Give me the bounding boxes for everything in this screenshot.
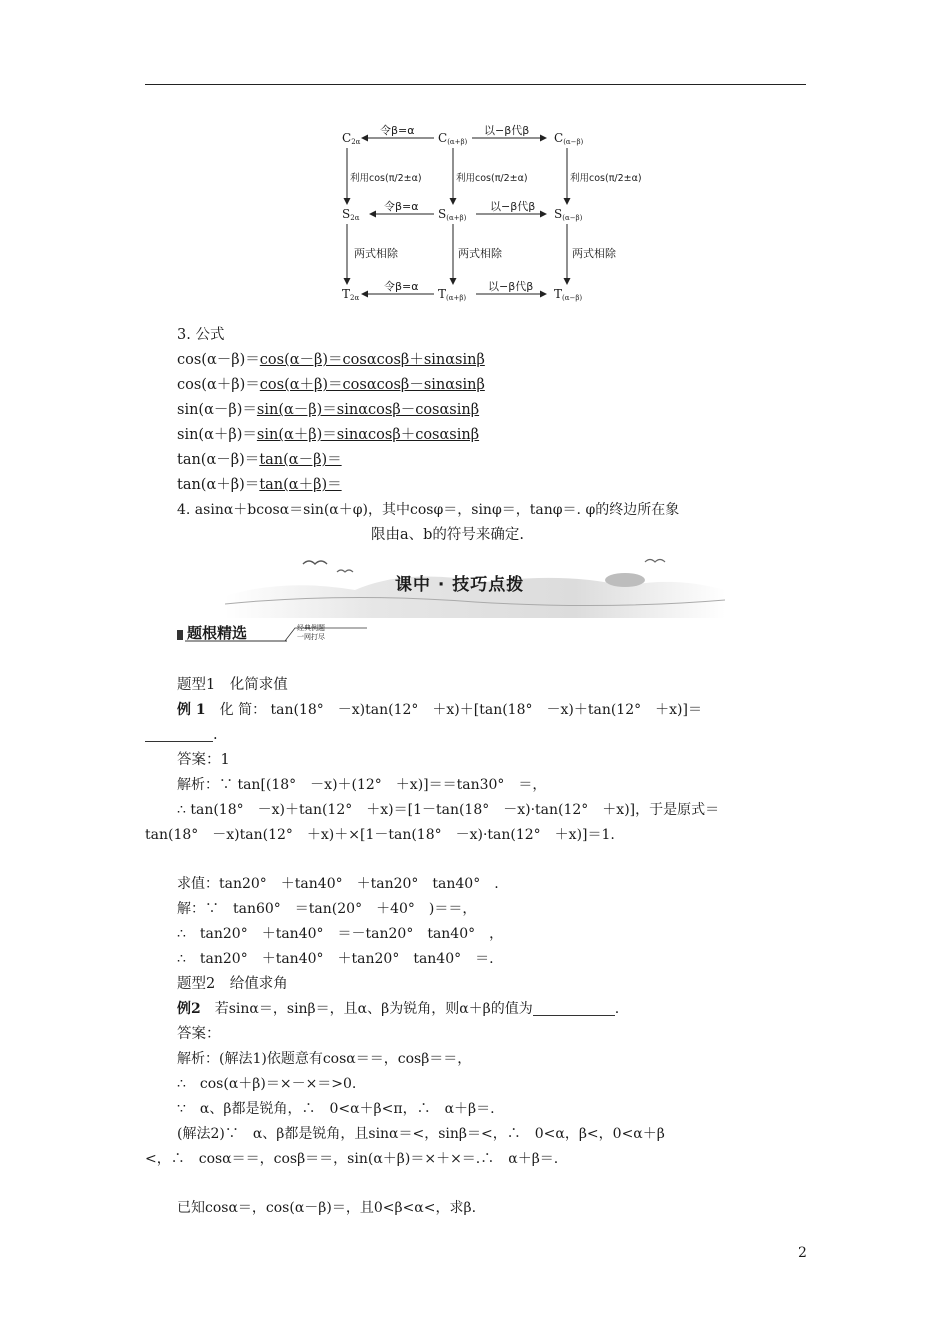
formula-line: sin(α－β)＝sin(α－β)＝sinαcosβ－cosαsinβ bbox=[177, 402, 480, 418]
question-2-step-3: ∴ tan20° ＋tan40° ＋tan20° tan40° ＝. bbox=[177, 951, 494, 967]
label-divide-3: 两式相除 bbox=[572, 247, 616, 260]
node-c-sum: $C_{(\alpha+\beta)}$ bbox=[438, 131, 468, 146]
section-4-line-1: 4. asinα＋bcosα＝sin(α＋φ)，其中cosφ＝，sinφ＝，tanφ＝. φ的终边所在象 bbox=[177, 502, 680, 518]
section-3-heading: 3. 公式 bbox=[177, 327, 225, 343]
node-s2a: $S_{2\alpha}$ bbox=[342, 207, 360, 222]
solution-1-line-3: tan(18° －x)tan(12° ＋x)＋×[1－tan(18° －x)·tan(12° ＋x)]＝1. bbox=[145, 827, 615, 843]
label-replace-beta-1: 以−β代β bbox=[484, 124, 530, 137]
solution-2-line-4: (解法2)∵ α、β都是锐角，且sinα＝<，sinβ＝<，∴ 0<α，β<，0<α＋β bbox=[177, 1126, 665, 1142]
label-replace-beta-2: 以−β代β bbox=[490, 200, 536, 213]
formula-line: cos(α＋β)＝cos(α＋β)＝cosαcosβ－sinαsinβ bbox=[177, 377, 485, 393]
answer-2: 答案： bbox=[177, 1026, 221, 1042]
type-1-heading: 题型1 化简求值 bbox=[177, 677, 288, 693]
solution-1-line-2: ∴ tan(18° －x)＋tan(12° ＋x)＝[1－tan(18° －x)·tan(12° ＋x)]，于是原式＝ bbox=[177, 802, 720, 818]
node-t-sum: $T_{(\alpha+\beta)}$ bbox=[438, 287, 467, 302]
tag-subtitle: 经典例题 一网打尽 bbox=[297, 624, 325, 641]
solution-2-line-3: ∵ α、β都是锐角，∴ 0<α＋β<π，∴ α＋β＝. bbox=[177, 1101, 495, 1117]
formula-line: cos(α－β)＝cos(α－β)＝cosαcosβ＋sinαsinβ bbox=[177, 352, 485, 368]
solution-1-line-1: 解析：∵ tan[(18° －x)＋(12° ＋x)]＝＝tan30° ＝， bbox=[177, 777, 547, 793]
node-c2a: $C_{2\alpha}$ bbox=[342, 131, 361, 146]
question-3: 已知cosα＝，cos(α－β)＝，且0<β<α<，求β. bbox=[177, 1200, 477, 1216]
label-replace-beta-3: 以−β代β bbox=[488, 280, 534, 293]
label-let-beta-alpha-2: 令β=α bbox=[384, 200, 419, 213]
section-banner bbox=[225, 556, 725, 618]
label-divide-2: 两式相除 bbox=[458, 247, 502, 260]
section-4-line-2: 限由a、b的符号来确定. bbox=[371, 527, 525, 543]
formula-line: tan(α－β)＝tan(α－β)＝ bbox=[177, 452, 342, 468]
example-1-blank: . bbox=[145, 723, 218, 748]
node-t-diff: $T_{(\alpha-\beta)}$ bbox=[554, 287, 583, 302]
label-use-cos-3: 利用cos(π/2±α) bbox=[570, 173, 642, 184]
node-c-diff: $C_{(\alpha-\beta)}$ bbox=[554, 131, 584, 146]
label-let-beta-alpha-3: 令β=α bbox=[384, 280, 419, 293]
formula-line: tan(α＋β)＝tan(α＋β)＝ bbox=[177, 477, 342, 493]
node-s-sum: $S_{(\alpha+\beta)}$ bbox=[438, 207, 467, 222]
label-let-beta-alpha-1: 令β=α bbox=[380, 124, 415, 137]
node-t2a: $T_{2\alpha}$ bbox=[342, 287, 360, 302]
label-divide-1: 两式相除 bbox=[354, 247, 398, 260]
tag-title: 题根精选 bbox=[187, 624, 248, 642]
example-1: 例 1 化 简： tan(18° －x)tan(12° ＋x)＋[tan(18° －x)＋tan(12° ＋x)]＝ bbox=[177, 702, 702, 718]
section-tag bbox=[177, 622, 377, 644]
solution-2-line-5: <，∴ cosα＝＝，cosβ＝＝，sin(α＋β)＝×＋×＝.∴ α＋β＝. bbox=[145, 1151, 559, 1167]
formula-diagram bbox=[330, 118, 650, 308]
answer-1: 答案：1 bbox=[177, 752, 230, 768]
node-s-diff: $S_{(\alpha-\beta)}$ bbox=[554, 207, 583, 222]
question-2: 求值：tan20° ＋tan40° ＋tan20° tan40° . bbox=[177, 876, 499, 892]
question-2-step-1: 解：∵ tan60° ＝tan(20° ＋40° )＝＝， bbox=[177, 901, 477, 917]
question-2-step-2: ∴ tan20° ＋tan40° ＝－tan20° tan40° ， bbox=[177, 926, 504, 942]
solution-2-line-1: 解析：(解法1)依题意有cosα＝＝，cosβ＝＝， bbox=[177, 1051, 472, 1067]
type-2-heading: 题型2 给值求角 bbox=[177, 976, 288, 992]
example-2: 例2 若sinα＝，sinβ＝，且α、β为锐角，则α＋β的值为 . bbox=[177, 1001, 620, 1017]
label-use-cos-2: 利用cos(π/2±α) bbox=[456, 173, 528, 184]
solution-2-line-2: ∴ cos(α＋β)＝×－×＝>0. bbox=[177, 1076, 357, 1092]
page-number: 2 bbox=[798, 1245, 807, 1261]
label-use-cos-1: 利用cos(π/2±α) bbox=[350, 173, 422, 184]
formula-line: sin(α＋β)＝sin(α＋β)＝sinαcosβ＋cosαsinβ bbox=[177, 427, 480, 443]
banner-title: 课中 · 技巧点拨 bbox=[395, 575, 525, 595]
header-rule bbox=[145, 84, 806, 85]
